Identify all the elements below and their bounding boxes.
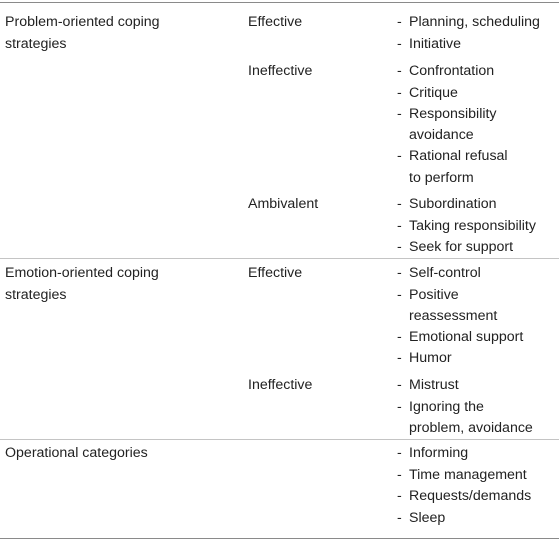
bullet-dash: - — [397, 377, 402, 393]
list-item: Responsibility — [409, 106, 497, 122]
bullet-dash: - — [397, 36, 402, 52]
list-item: Mistrust — [409, 377, 459, 393]
list-item: Rational refusal — [409, 148, 508, 164]
list-item: Seek for support — [409, 239, 514, 255]
list-item: Subordination — [409, 196, 497, 212]
list-item: Requests/demands — [409, 488, 532, 504]
subtype-label: Effective — [248, 14, 303, 30]
list-item: avoidance — [409, 127, 474, 143]
list-item: Initiative — [409, 36, 462, 52]
list-item: Ignoring the — [409, 399, 484, 415]
bullet-dash: - — [397, 106, 402, 122]
bullet-dash: - — [397, 488, 402, 504]
bullet-dash: - — [397, 510, 402, 526]
list-item: Confrontation — [409, 63, 495, 79]
category-label: strategies — [5, 36, 67, 52]
category-label: Problem-oriented coping — [5, 14, 160, 30]
bullet-dash: - — [397, 350, 402, 366]
bullet-dash: - — [397, 148, 402, 164]
bullet-dash: - — [397, 239, 402, 255]
bullet-dash: - — [397, 265, 402, 281]
bullet-dash: - — [397, 196, 402, 212]
bullet-dash: - — [397, 14, 402, 30]
list-item: reassessment — [409, 308, 498, 324]
list-item: problem, avoidance — [409, 420, 533, 436]
bullet-dash: - — [397, 63, 402, 79]
top-rule — [0, 2, 559, 3]
list-item: Taking responsibility — [409, 218, 536, 234]
list-item: Emotional support — [409, 329, 524, 345]
bullet-dash: - — [397, 329, 402, 345]
subtype-label: Ineffective — [248, 63, 313, 79]
list-item: Humor — [409, 350, 452, 366]
list-item: Positive — [409, 287, 459, 303]
subtype-label: Ineffective — [248, 377, 313, 393]
bullet-dash: - — [397, 467, 402, 483]
list-item: Time management — [409, 467, 527, 483]
list-item: Critique — [409, 85, 458, 101]
category-label: Emotion-oriented coping — [5, 265, 159, 281]
subtype-label: Effective — [248, 265, 303, 281]
subtype-label: Ambivalent — [248, 196, 319, 212]
list-item: Informing — [409, 445, 469, 461]
list-item: Planning, scheduling — [409, 14, 540, 30]
bottom-rule — [0, 538, 559, 539]
bullet-dash: - — [397, 85, 402, 101]
group-separator — [0, 258, 559, 259]
bullet-dash: - — [397, 445, 402, 461]
category-label: Operational categories — [5, 445, 148, 461]
list-item: to perform — [409, 170, 474, 186]
bullet-dash: - — [397, 218, 402, 234]
list-item: Sleep — [409, 510, 446, 526]
group-separator — [0, 439, 559, 440]
list-item: Self-control — [409, 265, 481, 281]
category-label: strategies — [5, 287, 67, 303]
bullet-dash: - — [397, 399, 402, 415]
bullet-dash: - — [397, 287, 402, 303]
